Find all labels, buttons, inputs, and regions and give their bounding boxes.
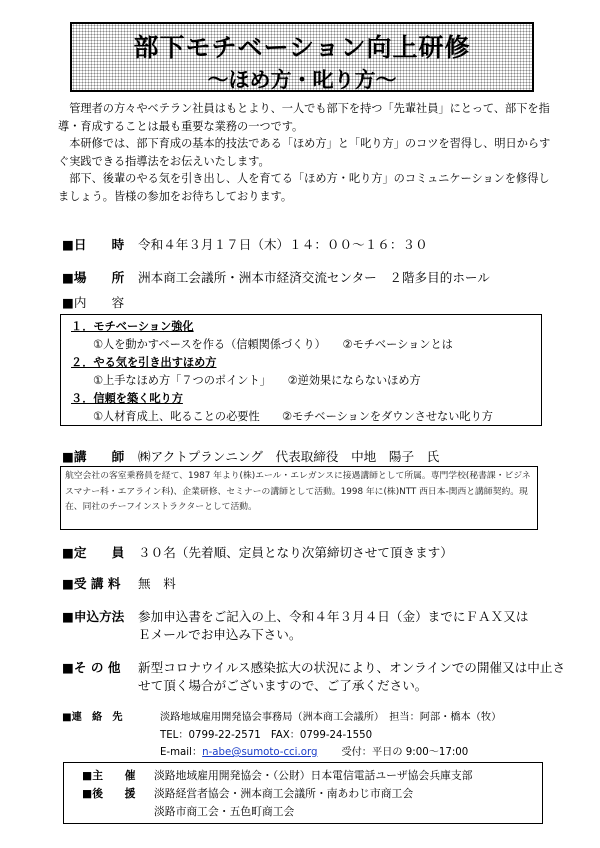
contact-label: ■連 絡 先 [62, 712, 123, 723]
support-value-2: 淡路市商工会・五色町商工会 [154, 805, 295, 818]
title-box [70, 22, 534, 92]
apply-row [62, 606, 528, 625]
contact-email-label: E-mail： [160, 747, 203, 758]
date-row [62, 234, 428, 253]
support-label: ■後 援 [82, 787, 136, 800]
contact-email-row [160, 743, 468, 758]
content-heading-1: １．モチベーション強化 [71, 320, 194, 333]
lecturer-row [62, 446, 439, 465]
content-heading-2: ２．やる気を引き出すほめ方 [71, 356, 217, 369]
content-detail-3: ①人材育成上、叱ることの必要性 ②モチベーションをダウンさせない叱り方 [93, 410, 493, 423]
date-label: ■日 時 [62, 237, 125, 252]
content-detail-1: ①人を動かすベースを作る（信頼関係づくり） ②モチベーションとは [93, 338, 453, 351]
intro-text [58, 100, 558, 206]
place-value: 洲本商工会議所・洲本市経済交流センター ２階多目的ホール [138, 270, 490, 285]
content-heading-3: ３．信頼を築く叱り方 [71, 392, 183, 405]
fee-label: ■受 講 料 [62, 576, 121, 591]
fee-value: 無 料 [138, 576, 176, 591]
apply-label: ■申込方法 [62, 609, 125, 624]
place-row [62, 267, 490, 286]
contact-row [62, 708, 501, 723]
footer-box [63, 762, 543, 824]
lecturer-value: ㈱アクトプランニング 代表取締役 中地 陽子 氏 [138, 449, 440, 464]
other-label: ■そ の 他 [62, 660, 121, 675]
contact-phone: TEL：0799-22-2571 FAX：0799-24-1550 [160, 730, 373, 741]
contact-hours: 受付：平日の 9:00～17:00 [341, 747, 469, 758]
sponsor-label: ■主 催 [82, 769, 136, 782]
apply-line-2: Ｅメールでお申込み下さい。 [138, 627, 302, 642]
content-label: ■内 容 [62, 295, 125, 310]
apply-line-1: 参加申込書をご記入の上、令和４年３月４日（金）までにＦＡＸ又は [138, 609, 529, 624]
contact-org: 淡路地域雇用開発協会事務局（洲本商工会議所） 担当：阿部・橋本（牧） [160, 712, 502, 723]
lecturer-label: ■講 師 [62, 449, 125, 464]
other-line-2: せて頂く場合がございますので、ご了承ください。 [138, 678, 428, 693]
intro-paragraph-3: 部下、後輩のやる気を引き出し、人を育てる「ほめ方・叱り方」のコミュニケーションを修得しましょう。皆様の参加をお待ちしております。 [58, 172, 550, 203]
lecturer-bio: 航空会社の客室乗務員を経て、1987 年より(株)エール・エレガンスに接遇講師として所属。専門学校(秘書課・ビジネスマナー科・エアライン科)、企業研修、セミナーの講師として活動。1998 年に(株)NTT 西日本-関西と講師契約。現在、同社のチーフインストラクターとして活動。 [60, 466, 538, 530]
fee-row [62, 573, 176, 592]
intro-paragraph-2: 本研修では、部下育成の基本的技法である「ほめ方」と「叱り方」のコツを習得し、明日からすぐ実践できる指導法をお伝えいたします。 [58, 137, 551, 168]
date-value: 令和４年３月１７日（木）１４：００～１６：３０ [138, 237, 428, 252]
capacity-label: ■定 員 [62, 545, 125, 560]
capacity-row [62, 542, 453, 561]
sponsor-value: 淡路地域雇用開発協会・（公財）日本電信電話ユーザ協会兵庫支部 [154, 769, 473, 782]
capacity-value: ３０名（先着順、定員となり次第締切させて頂きます） [138, 545, 453, 560]
page-subtitle: ～ほめ方・叱り方～ [207, 68, 397, 92]
content-box [60, 314, 542, 426]
page-title: 部下モチベーション向上研修 [133, 33, 471, 62]
other-row [62, 657, 565, 676]
place-label: ■場 所 [62, 270, 125, 285]
intro-paragraph-1: 管理者の方々やベテラン社員はもとより、一人でも部下を持つ「先輩社員」にとって、部下を指導・育成することは最も重要な業務の一つです。 [58, 102, 550, 133]
other-line-1: 新型コロナウイルス感染拡大の状況により、オンラインでの開催又は中止さ [138, 660, 566, 675]
content-detail-2: ①上手なほめ方「７つのポイント」 ②逆効果にならないほめ方 [93, 374, 421, 387]
contact-email-link[interactable]: n-abe@sumoto-cci.org [202, 747, 318, 758]
support-value-1: 淡路経営者協会・洲本商工会議所・南あわじ市商工会 [154, 787, 414, 800]
